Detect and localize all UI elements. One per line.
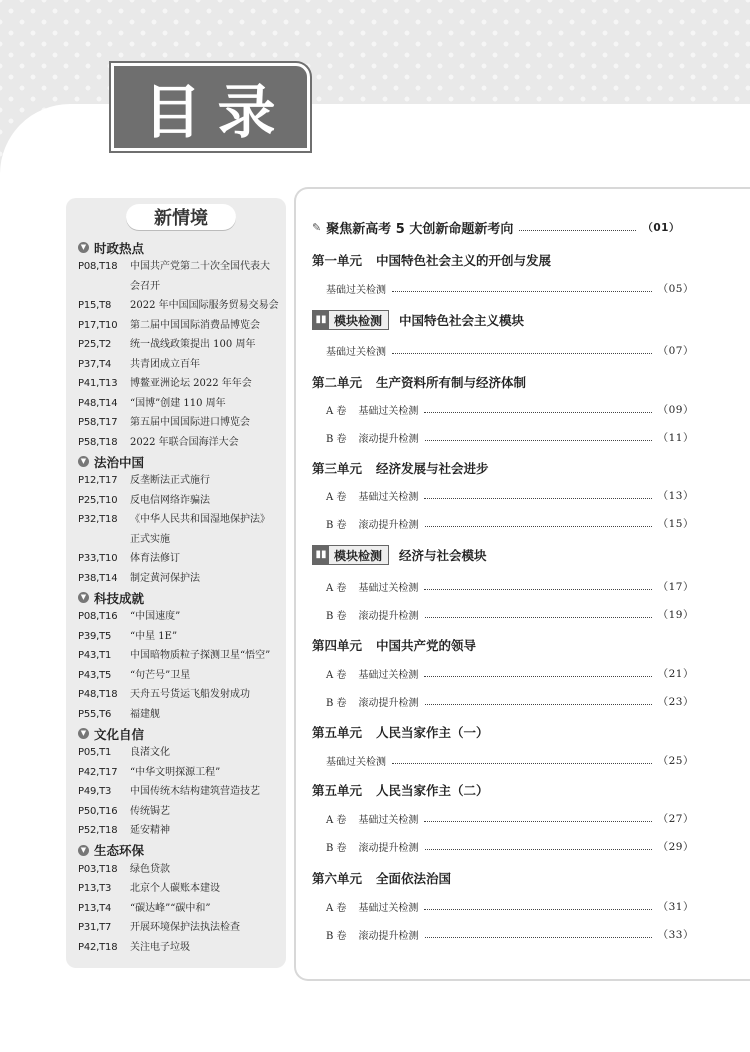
list-item: P42,T17 “中华文明探源工程”: [78, 766, 221, 778]
toc-unit-5-part-1-basic[interactable]: 基础过关检测 （25）: [326, 755, 694, 768]
toc-unit-4-b[interactable]: B 卷 滚动提升检测 （23）: [326, 696, 694, 709]
toc-unit-1[interactable]: 第一单元 中国特色社会主义的开创与发展: [312, 253, 552, 268]
toc-unit-4-a[interactable]: A 卷 基础过关检测 （21）: [326, 668, 694, 681]
toc-unit-2[interactable]: 第二单元 生产资料所有制与经济体制: [312, 375, 527, 390]
title-box: [111, 63, 310, 151]
left-panel-heading: 新情境: [126, 204, 236, 230]
list-item: P25,T10 反电信网络诈骗法: [78, 494, 210, 506]
list-item: P13,T4 “碳达峰”“碳中和”: [78, 902, 211, 914]
list-item: P39,T5 “中星 1E”: [78, 630, 178, 642]
toc-module-1[interactable]: ▮▮ 模块检测 中国特色社会主义模块: [312, 310, 680, 330]
list-item: P58,T18 2022 年联合国海洋大会: [78, 436, 239, 448]
toc-unit-3-b[interactable]: B 卷 滚动提升检测 （15）: [326, 518, 694, 531]
toc-unit-3[interactable]: 第三单元 经济发展与社会进步: [312, 461, 489, 476]
chevron-down-icon: ▼: [78, 242, 89, 253]
new-context-list: [78, 238, 288, 957]
list-item: P41,T13 博鳌亚洲论坛 2022 年年会: [78, 378, 252, 389]
list-item: P50,T16 传统锔艺: [78, 805, 170, 817]
toc-unit-3-a[interactable]: A 卷 基础过关检测 （13）: [326, 490, 694, 503]
list-item: P42,T18 关注电子垃圾: [78, 941, 190, 953]
list-item: P03,T18 绿色贷款: [78, 863, 170, 875]
category-rule-of-law: ▼ 法治中国: [78, 452, 288, 471]
module-badge: ▮▮ 模块检测: [312, 310, 389, 330]
list-item: P32,T18 《中华人民共和国湿地保护法》: [78, 514, 270, 525]
list-item: P58,T17 第五届中国国际进口博览会: [78, 417, 250, 428]
list-item: P38,T14 制定黄河保护法: [78, 572, 200, 584]
toc-unit-5-part-2[interactable]: 第五单元 人民当家作主（二）: [312, 783, 489, 798]
toc-unit-6-b[interactable]: B 卷 滚动提升检测 （33）: [326, 929, 694, 942]
list-item: P15,T8 2022 年中国国际服务贸易交易会: [78, 300, 279, 311]
list-item: P08,T16 “中国速度”: [78, 611, 181, 622]
list-item: P43,T5 “句芒号”卫星: [78, 669, 191, 681]
toc-unit-5-part-1[interactable]: 第五单元 人民当家作主（一）: [312, 725, 489, 740]
chevron-down-icon: ▼: [78, 592, 89, 603]
toc-unit-6[interactable]: 第六单元 全面依法治国: [312, 871, 452, 886]
module-badge: ▮▮ 模块检测: [312, 545, 389, 565]
toc-feature-entry[interactable]: ✎ 聚焦新高考 5 大创新命题新考向 （01）: [312, 221, 680, 237]
list-item: P17,T10 第二届中国国际消费品博览会: [78, 319, 260, 331]
list-item: P43,T1 中国暗物质粒子探测卫星“悟空”: [78, 650, 271, 661]
toc-unit-2-b[interactable]: B 卷 滚动提升检测 （11）: [326, 432, 694, 445]
list-item-cont: 会召开: [130, 280, 160, 292]
leaf-icon: ✎: [312, 221, 322, 234]
category-technology: ▼ 科技成就: [78, 588, 288, 607]
list-item: P33,T10 体育法修订: [78, 553, 180, 564]
toc-module-2-b[interactable]: B 卷 滚动提升检测 （19）: [326, 609, 694, 622]
list-item: P48,T18 天舟五号货运飞船发射成功: [78, 689, 250, 700]
category-ecology: ▼ 生态环保: [78, 841, 288, 860]
list-item: P05,T1 良渚文化: [78, 747, 170, 758]
chevron-down-icon: ▼: [78, 728, 89, 739]
toc-unit-4[interactable]: 第四单元 中国共产党的领导: [312, 638, 477, 653]
list-item: P08,T18 中国共产党第二十次全国代表大: [78, 261, 270, 272]
toc-unit-5-part-2-b[interactable]: B 卷 滚动提升检测 （29）: [326, 841, 694, 854]
list-item-cont: 正式实施: [130, 533, 170, 545]
toc-unit-1-basic[interactable]: 基础过关检测 （05）: [326, 283, 694, 296]
category-culture: ▼ 文化自信: [78, 724, 288, 743]
list-item: P37,T4 共青团成立百年: [78, 358, 200, 370]
list-item: P31,T7 开展环境保护法执法检查: [78, 922, 240, 933]
toc-unit-2-a[interactable]: A 卷 基础过关检测 （09）: [326, 404, 694, 417]
toc-module-1-basic[interactable]: 基础过关检测 （07）: [326, 345, 694, 358]
bar-chart-icon: ▮▮: [313, 546, 329, 564]
list-item: P55,T6 福建舰: [78, 708, 160, 720]
toc-module-2-a[interactable]: A 卷 基础过关检测 （17）: [326, 581, 694, 594]
category-current-affairs: ▼ 时政热点: [78, 238, 288, 257]
toc-module-2[interactable]: ▮▮ 模块检测 经济与社会模块: [312, 545, 680, 565]
toc-unit-5-part-2-a[interactable]: A 卷 基础过关检测 （27）: [326, 813, 694, 826]
list-item: P13,T3 北京个人碳账本建设: [78, 883, 220, 894]
list-item: P48,T14 “国博”创建 110 周年: [78, 397, 226, 409]
list-item: P12,T17 反垄断法正式施行: [78, 475, 210, 486]
chevron-down-icon: ▼: [78, 456, 89, 467]
list-item: P52,T18 延安精神: [78, 825, 170, 836]
list-item: P49,T3 中国传统木结构建筑营造技艺: [78, 786, 260, 797]
chevron-down-icon: ▼: [78, 845, 89, 856]
list-item: P25,T2 统一战线政策提出 100 周年: [78, 339, 256, 350]
page-title: 目录: [143, 78, 292, 146]
toc-unit-6-a[interactable]: A 卷 基础过关检测 （31）: [326, 901, 694, 914]
bar-chart-icon: ▮▮: [313, 311, 329, 329]
